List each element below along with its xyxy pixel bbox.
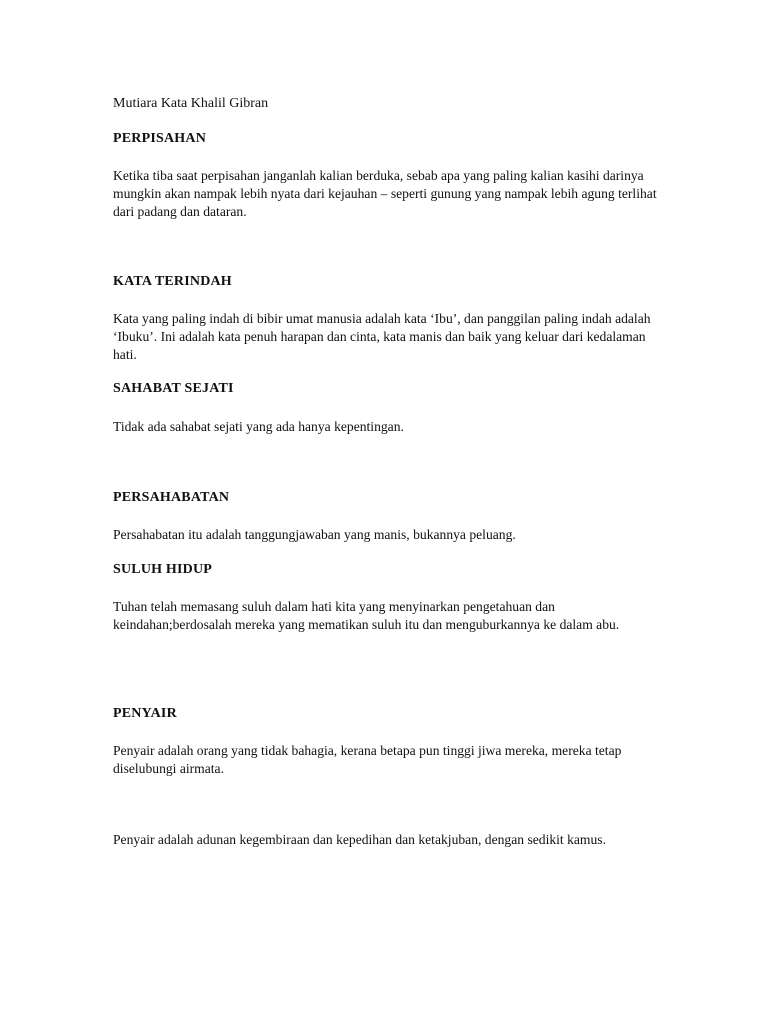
paragraph-suluh-hidup: Tuhan telah memasang suluh dalam hati kita yang menyinarkan pengetahuan dan keindahan;berdosalah mereka yang mematikan suluh itu dan menguburkannya ke dalam abu.	[113, 599, 620, 632]
heading-persahabatan: PERSAHABATAN	[113, 490, 230, 505]
document-title: Mutiara Kata Khalil Gibran	[113, 96, 269, 111]
paragraph-sahabat-sejati: Tidak ada sahabat sejati yang ada hanya kepentingan.	[113, 419, 404, 434]
heading-kata-terindah: KATA TERINDAH	[113, 274, 232, 289]
paragraph-kata-terindah: Kata yang paling indah di bibir umat manusia adalah kata ‘Ibu’, dan panggilan paling indah adalah ‘Ibuku’. Ini adalah kata penuh harapan dan cinta, kata manis dan baik yang keluar dari kedalaman hati.	[113, 311, 651, 362]
paragraph-penyair-2: Penyair adalah adunan kegembiraan dan kepedihan dan ketakjuban, dengan sedikit kamus.	[113, 832, 606, 847]
heading-suluh-hidup: SULUH HIDUP	[113, 562, 213, 577]
paragraph-persahabatan: Persahabatan itu adalah tanggungjawaban yang manis, bukannya peluang.	[113, 527, 516, 542]
heading-sahabat-sejati: SAHABAT SEJATI	[113, 381, 234, 396]
heading-penyair: PENYAIR	[113, 706, 177, 721]
paragraph-penyair-1: Penyair adalah orang yang tidak bahagia, kerana betapa pun tinggi jiwa mereka, mereka tetap diselubungi airmata.	[113, 743, 622, 776]
heading-perpisahan: PERPISAHAN	[113, 131, 207, 146]
paragraph-perpisahan: Ketika tiba saat perpisahan janganlah kalian berduka, sebab apa yang paling kalian kasihi darinya mungkin akan nampak lebih nyata dari kejauhan – seperti gunung yang nampak lebih agung terlihat dari padang dan dataran.	[113, 168, 657, 219]
